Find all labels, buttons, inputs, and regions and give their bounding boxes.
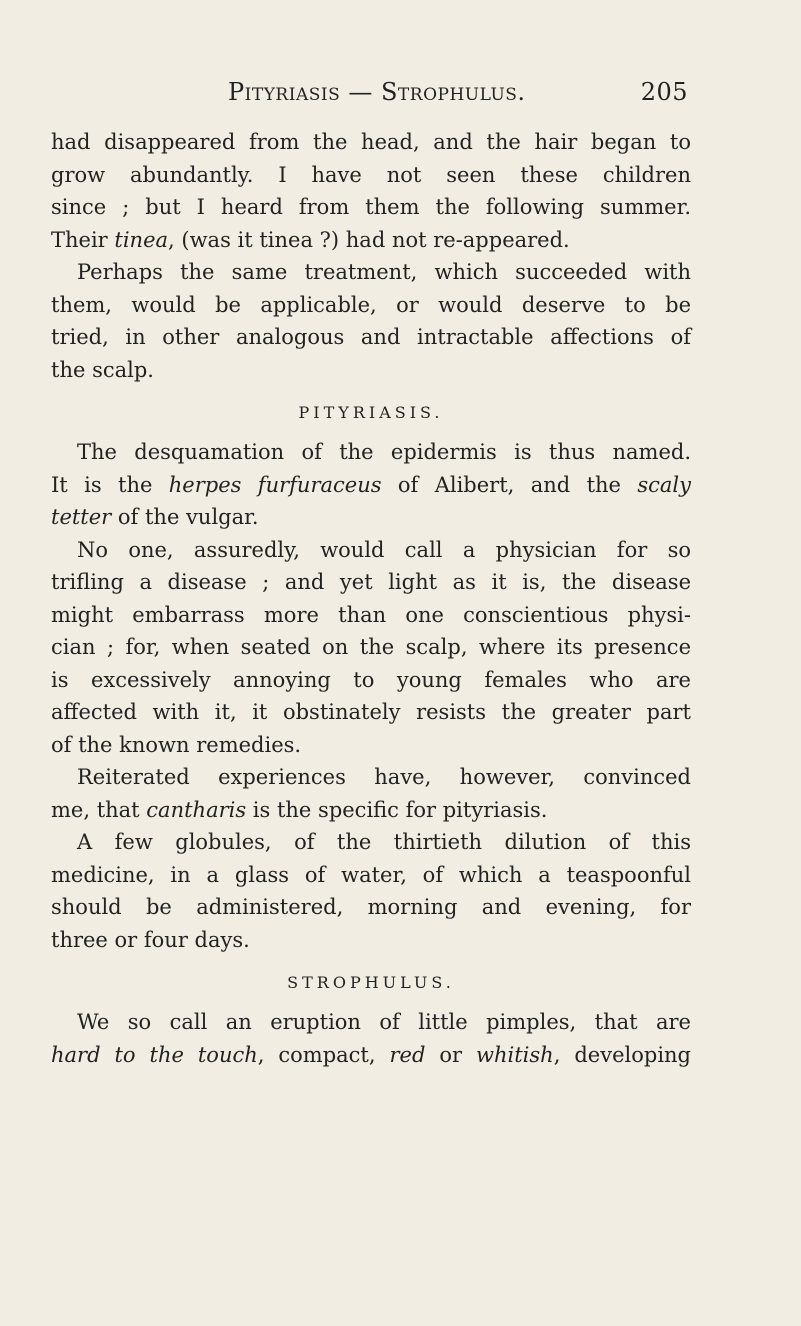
text-fragment: Their (51, 227, 115, 252)
text-fragment: or (425, 1042, 477, 1067)
paragraph-start: The desquamation of the epidermis is thus named. (77, 440, 691, 464)
paragraph-start: A few globules, of the thirtieth dilution of this (77, 830, 691, 854)
text-fragment: of the vulgar. (111, 505, 259, 529)
text-fragment: , (was it tinea ?) had not re-appeared. (168, 227, 570, 252)
text-fragment: me, that (51, 797, 147, 822)
text-fragment: , developing (553, 1042, 691, 1067)
text-line: tried, in other analogous and intractable affections of (51, 325, 691, 349)
text-line (51, 794, 691, 827)
text-line: should be administered, morning and evening, for (51, 895, 691, 919)
text-line (51, 224, 691, 257)
running-head (228, 78, 688, 112)
text-line: since ; but I heard from them the following summer. (51, 195, 691, 219)
text-line: the scalp. (51, 357, 154, 382)
text-fragment: is the specific for pityriasis. (246, 797, 548, 822)
italic-term-herpes-furfuraceus: herpes furfuraceus (168, 472, 382, 497)
body-text (51, 126, 691, 1071)
text-line: trifling a disease ; and yet light as it is, the disease (51, 570, 691, 594)
text-line: them, would be applicable, or would deserve to be (51, 292, 691, 317)
text-line (51, 501, 691, 534)
running-head-title: Pityriasis — Strophulus. (228, 78, 526, 106)
text-line: grow abundantly. I have not seen these children (51, 162, 691, 187)
italic-term-tetter: tetter (51, 505, 112, 529)
text-line: medicine, in a glass of water, of which a teaspoonful (51, 862, 691, 887)
text-fragment: It is the (51, 472, 169, 497)
text-line: affected with it, it obstinately resists the greater part (51, 700, 691, 724)
text-line: is excessively annoying to young females who are (51, 667, 691, 692)
text-line (51, 1039, 691, 1072)
paragraph-start: We so call an eruption of little pimples, that are (77, 1010, 691, 1034)
paragraph-start: Perhaps the same treatment, which succeeded with (77, 260, 691, 284)
text-fragment: , compact, (257, 1042, 390, 1067)
paragraph-start: Reiterated experiences have, however, convinced (77, 765, 691, 789)
text-line (51, 469, 691, 502)
text-line: cian ; for, when seated on the scalp, where its presence (51, 635, 691, 659)
italic-term-whitish: whitish (476, 1042, 554, 1067)
italic-term-scaly: scaly (637, 472, 691, 497)
text-line: three or four days. (51, 927, 250, 952)
paragraph-start: No one, assuredly, would call a physician for so (77, 537, 691, 562)
section-heading-pityriasis: PITYRIASIS. (298, 403, 444, 422)
italic-term-hard-to-the-touch: hard to the touch (51, 1042, 258, 1067)
text-line: had disappeared from the head, and the hair began to (51, 130, 691, 154)
page-number: 205 (640, 78, 688, 106)
section-heading-strophulus: STROPHULUS. (287, 973, 455, 992)
italic-term-cantharis: cantharis (146, 797, 247, 822)
text-line: of the known remedies. (51, 732, 302, 757)
text-line: might embarrass more than one conscientious physi- (51, 602, 691, 627)
text-fragment: of Alibert, and the (381, 472, 638, 497)
italic-term-red: red (389, 1042, 426, 1067)
italic-term-tinea: tinea (114, 227, 169, 252)
